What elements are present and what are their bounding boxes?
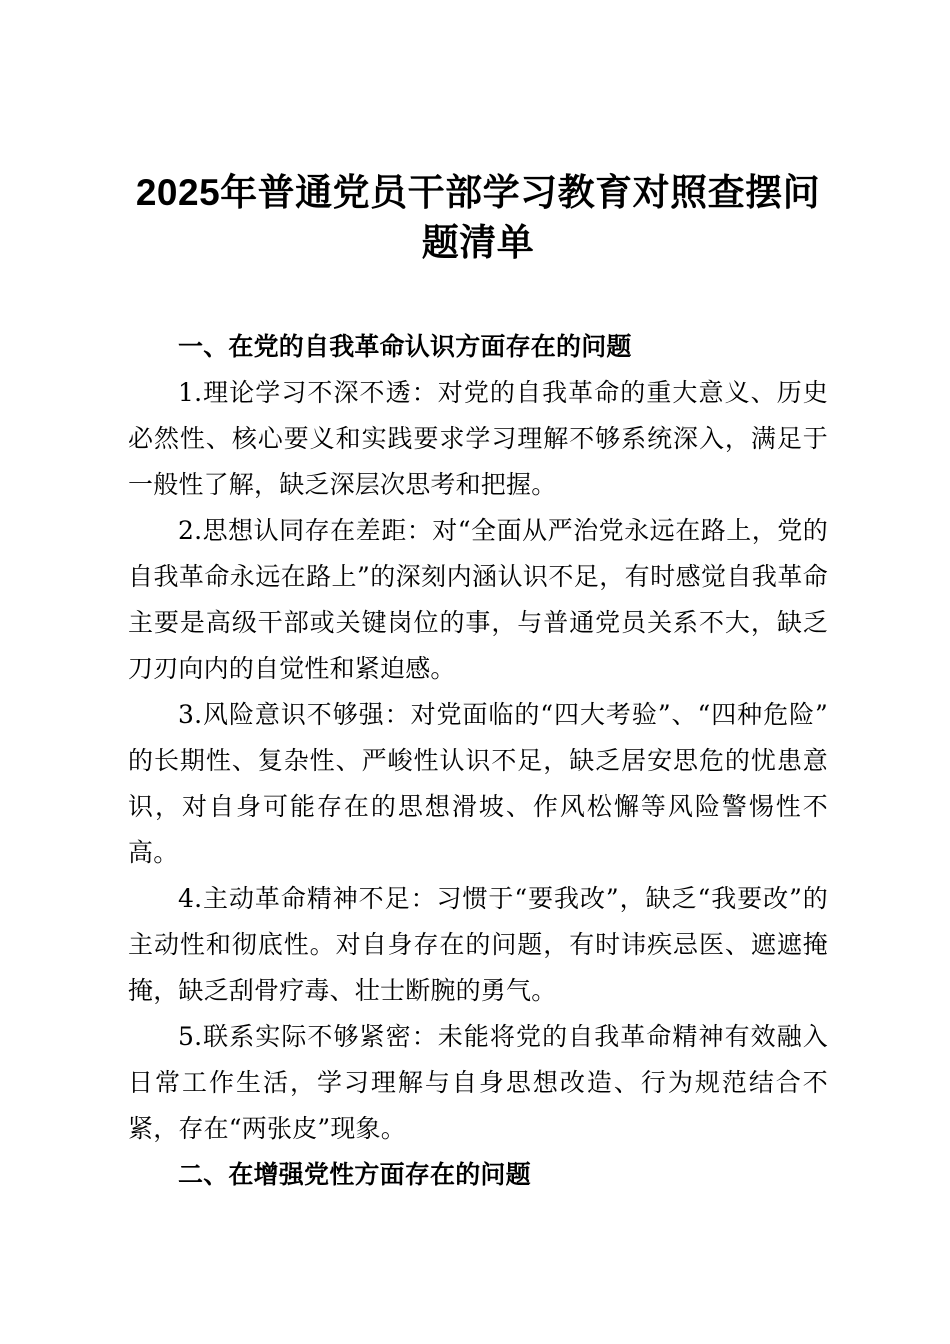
section-one-paragraph-2: 2.思想认同存在差距：对“全面从严治党永远在路上，党的自我革命永远在路上”的深刻内涵认识不足，有时感觉自我革命主要是高级干部或关键岗位的事，与普通党员关系不大，缺乏刀刃向内的自觉性和紧迫感。 xyxy=(128,516,828,683)
document-content-column xyxy=(128,0,828,1198)
section-two-heading: 二、在增强党性方面存在的问题 xyxy=(178,1161,531,1189)
section-one-paragraph-1: 1.理论学习不深不透：对党的自我革命的重大意义、历史必然性、核心要义和实践要求学习理解不够系统深入，满足于一般性了解，缺乏深层次思考和把握。 xyxy=(128,378,828,499)
section-one-paragraph-5: 5.联系实际不够紧密：未能将党的自我革命精神有效融入日常工作生活，学习理解与自身思想改造、行为规范结合不紧，存在“两张皮”现象。 xyxy=(128,1022,828,1143)
section-two xyxy=(128,1152,828,1198)
section-one-heading: 一、在党的自我革命认识方面存在的问题 xyxy=(178,333,632,361)
page-title: 2025年普通党员干部学习教育对照查摆问题清单 xyxy=(135,172,821,263)
section-one-paragraph-4: 4.主动革命精神不足：习惯于“要我改”，缺乏“我要改”的主动性和彻底性。对自身存在的问题，有时讳疾忌医、遮遮掩掩，缺乏刮骨疗毒、壮士断腕的勇气。 xyxy=(128,884,828,1005)
title-body-spacer xyxy=(128,268,828,324)
section-one xyxy=(128,324,828,1152)
section-one-paragraph-3: 3.风险意识不够强：对党面临的“四大考验”、“四种危险”的长期性、复杂性、严峻性认识不足，缺乏居安思危的忧患意识，对自身可能存在的思想滑坡、作风松懈等风险警惕性不高。 xyxy=(128,700,828,867)
